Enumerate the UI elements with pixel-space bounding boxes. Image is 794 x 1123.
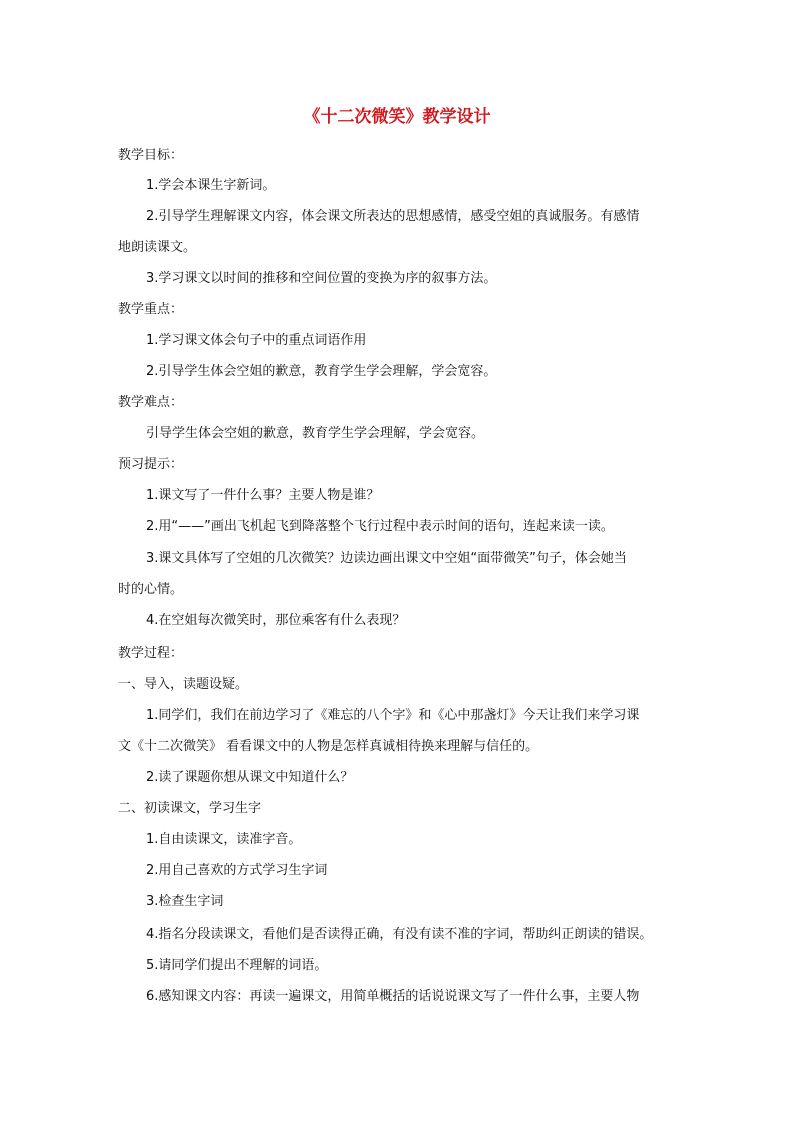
- preview-item-4: 4.在空姐每次微笑时，那位乘客有什么表现？: [146, 613, 406, 628]
- preview-item-1: 1.课文写了一件什么事？主要人物是谁？: [146, 488, 380, 503]
- heading-difficulties: 教学难点：: [118, 395, 184, 410]
- preview-item-2: 2.用“——”画出飞机起飞到降落整个飞行过程中表示时间的语句，连起来读一读。: [146, 519, 614, 534]
- section-2-item-1: 1.自由读课文，读准字音。: [146, 832, 302, 847]
- section-1-heading: 一、导入，读题设疑。: [118, 677, 249, 692]
- goal-item-1: 1.学会本课生字新词。: [146, 178, 276, 193]
- goal-item-2-continued: 地朗读课文。: [118, 240, 197, 255]
- section-1-item-1: 1.同学们，我们在前边学习了《难忘的八个字》和《心中那盏灯》今天让我们来学习课: [146, 708, 640, 723]
- key-point-item-1: 1.学习课文体会句子中的重点词语作用: [146, 333, 367, 348]
- section-2-heading: 二、初读课文，学习生字: [118, 801, 262, 816]
- heading-teaching-process: 教学过程：: [118, 646, 184, 661]
- preview-item-3: 3.课文具体写了空姐的几次微笑？边读边画出课文中空姐“面带微笑”句子，体会她当: [146, 551, 627, 566]
- heading-key-points: 教学重点：: [118, 302, 184, 317]
- section-2-item-4: 4.指名分段读课文，看他们是否读得正确，有没有读不准的字词，帮助纠正朗读的错误。: [146, 927, 653, 942]
- section-1-item-1-continued: 文《十二次微笑》 看看课文中的人物是怎样真诚相待换来理解与信任的。: [118, 739, 539, 754]
- section-2-item-6: 6.感知课文内容：再读一遍课文，用简单概括的话说说课文写了一件什么事，主要人物: [146, 989, 640, 1004]
- heading-teaching-goals: 教学目标：: [118, 148, 184, 163]
- heading-preview-tips: 预习提示：: [118, 457, 184, 472]
- goal-item-2: 2.引导学生理解课文内容，体会课文所表达的思想感情，感受空姐的真诚服务。有感情: [146, 209, 640, 224]
- section-1-item-2: 2.读了课题你想从课文中知道什么？: [146, 770, 354, 785]
- difficulty-text: 引导学生体会空姐的歉意，教育学生学会理解，学会宽容。: [146, 426, 485, 441]
- preview-item-3-continued: 时的心情。: [118, 582, 184, 597]
- section-2-item-5: 5.请同学们提出不理解的词语。: [146, 958, 328, 973]
- document-title: 《十二次微笑》教学设计: [303, 107, 491, 127]
- key-point-item-2: 2.引导学生体会空姐的歉意，教育学生学会理解，学会宽容。: [146, 364, 497, 379]
- goal-item-3: 3.学习课文以时间的推移和空间位置的变换为序的叙事方法。: [146, 271, 497, 286]
- section-2-item-3: 3.检查生字词: [146, 894, 224, 909]
- section-2-item-2: 2.用自己喜欢的方式学习生字词: [146, 863, 328, 878]
